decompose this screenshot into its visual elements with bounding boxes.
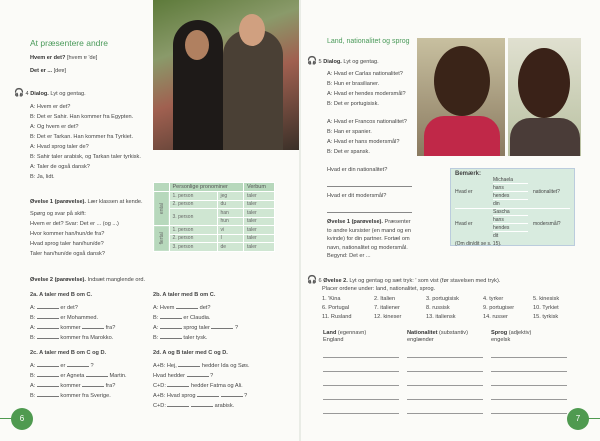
answer-line[interactable] bbox=[407, 371, 483, 372]
fill-line bbox=[153, 401, 250, 411]
word-item: 13. italiensk bbox=[426, 314, 456, 320]
column-title: Sprog bbox=[491, 330, 508, 336]
exercise-1 bbox=[30, 197, 143, 259]
table-cell: taler bbox=[243, 226, 274, 235]
line-text: A: bbox=[30, 305, 36, 311]
line-text: taler tysk. bbox=[183, 335, 208, 341]
question: Hvad er dit modersmål? bbox=[327, 193, 387, 199]
word-item: 2. Italien bbox=[374, 296, 396, 302]
fill-line bbox=[153, 313, 238, 323]
line-text: ? bbox=[234, 325, 239, 331]
intro-phrase: Hvem er det? bbox=[30, 55, 66, 61]
column-header bbox=[407, 330, 468, 344]
answer-line[interactable] bbox=[491, 371, 567, 372]
line-text: kommer bbox=[60, 383, 81, 389]
blank-field[interactable] bbox=[191, 401, 213, 407]
column-title: Nationalitet bbox=[407, 330, 438, 336]
pronoun-table bbox=[153, 182, 275, 252]
exercise-title: 2a. A taler med B om C. bbox=[30, 292, 93, 298]
table-cell: taler bbox=[243, 209, 274, 218]
instruction: Indsæt manglende ord. bbox=[85, 277, 146, 283]
note-end: modersmål? bbox=[533, 221, 561, 227]
dialog-line: A: Og hvem er det? bbox=[30, 124, 79, 130]
note-box bbox=[450, 168, 575, 246]
exercise-5 bbox=[307, 56, 412, 213]
page-number: 7 bbox=[567, 408, 589, 430]
fill-line bbox=[153, 371, 250, 381]
exercise-number: 5 bbox=[318, 59, 322, 65]
table-cell: du bbox=[217, 200, 243, 209]
column-header bbox=[323, 330, 366, 344]
blank-field[interactable] bbox=[67, 361, 89, 367]
table-row bbox=[154, 192, 275, 201]
dialog-line: Hvor kommer han/hun/de fra? bbox=[30, 231, 105, 237]
blank-field[interactable] bbox=[37, 381, 59, 387]
blank-field[interactable] bbox=[221, 391, 243, 397]
fill-line bbox=[153, 391, 250, 401]
column-example: England bbox=[323, 337, 344, 343]
table-cell: I bbox=[217, 234, 243, 243]
fill-line bbox=[30, 361, 127, 371]
exercise-label: Øvelse 1 (parøvelse). bbox=[327, 219, 383, 225]
exercise-title: 2b. A taler med B om C. bbox=[153, 292, 216, 298]
answer-line[interactable] bbox=[491, 413, 567, 414]
table-cell: jeg bbox=[217, 192, 243, 201]
dialog-line: B: Sahir taler arabisk, og Tarkan taler tyrkisk. bbox=[30, 154, 141, 160]
word-item: 14. russer bbox=[483, 314, 508, 320]
begin-text: Begynd: Det er ... bbox=[327, 253, 371, 259]
table-row bbox=[154, 209, 275, 218]
table-row bbox=[154, 200, 275, 209]
blank-field[interactable] bbox=[176, 303, 198, 309]
dialog-line: A: Hvad er hans modersmål? bbox=[327, 139, 400, 145]
exercise-2b bbox=[153, 290, 238, 343]
page-title: At præsentere andre bbox=[30, 38, 108, 48]
exercise-label: Dialog. bbox=[30, 91, 49, 97]
table-cell: de bbox=[217, 243, 243, 252]
note-option: hans bbox=[493, 185, 528, 192]
instruction: Lyt og gentag. bbox=[48, 91, 86, 97]
instruction: Lær klassen at kende. bbox=[85, 199, 143, 205]
instruction: Lyt og gentag og sæt tryk: ' som vist (før stavelsen med tryk). bbox=[347, 278, 501, 284]
fill-line bbox=[30, 323, 115, 333]
exercise-4 bbox=[14, 88, 141, 182]
line-text: A+B: Hvad sprog bbox=[153, 393, 196, 399]
table-cell: hun bbox=[217, 217, 243, 226]
column-header bbox=[491, 330, 531, 344]
table-cell: han bbox=[217, 209, 243, 218]
fill-line bbox=[153, 303, 238, 313]
column-title: Land bbox=[323, 330, 337, 336]
word-list bbox=[322, 295, 582, 322]
line-text: C+D: bbox=[153, 403, 166, 409]
word-item: 6. Portugal bbox=[322, 305, 350, 311]
group-label: ental bbox=[154, 192, 170, 226]
table-cell: 2. person bbox=[169, 234, 217, 243]
line-text: er Claudia. bbox=[183, 315, 211, 321]
note-title: Bemærk: bbox=[455, 171, 482, 177]
line-text: ? bbox=[90, 363, 94, 369]
right-page bbox=[301, 0, 600, 441]
dialog-line: B: Det er portugisisk. bbox=[327, 101, 379, 107]
blank-field[interactable] bbox=[82, 381, 104, 387]
note-end: nationalitet? bbox=[533, 189, 560, 195]
instruction: Placer ordene under: land, nationalitet, sprog. bbox=[322, 286, 436, 292]
dialog-line: A: Hvad er hendes modersmål? bbox=[327, 91, 406, 97]
line-text: A: bbox=[30, 383, 36, 389]
exercise-label: Øvelse 2 (parøvelse). bbox=[30, 277, 86, 283]
headphones-icon[interactable]: 🎧 bbox=[307, 275, 317, 284]
exercise-6 bbox=[307, 275, 500, 293]
blank-field[interactable] bbox=[211, 323, 233, 329]
answer-line[interactable] bbox=[491, 385, 567, 386]
table-row bbox=[154, 243, 275, 252]
answer-line[interactable] bbox=[407, 357, 483, 358]
headphones-icon[interactable]: 🎧 bbox=[14, 88, 24, 97]
blank-field[interactable] bbox=[197, 391, 219, 397]
line-text: ? bbox=[244, 393, 248, 399]
photo-man bbox=[508, 38, 581, 156]
table-cell: vi bbox=[217, 226, 243, 235]
line-text: er det? bbox=[60, 305, 78, 311]
exercise-label: Øvelse 1 (parøvelse). bbox=[30, 199, 86, 205]
blank-field[interactable] bbox=[86, 371, 108, 377]
word-item: 4. tyrker bbox=[483, 296, 504, 302]
exercise-number: 6 bbox=[318, 278, 322, 284]
answer-line[interactable] bbox=[327, 175, 412, 187]
dialog-line: B: Det er spansk. bbox=[327, 149, 370, 155]
fill-line bbox=[30, 313, 115, 323]
table-row bbox=[154, 226, 275, 235]
blank-field[interactable] bbox=[167, 401, 189, 407]
note-option: hans bbox=[493, 217, 528, 224]
line-text: hedder Ida og Søs. bbox=[201, 363, 250, 369]
note-option: Michaela bbox=[493, 177, 528, 184]
dialog-line: B: Det er Sahir. Han kommer fra Egypten. bbox=[30, 114, 134, 120]
table-cell: taler bbox=[243, 217, 274, 226]
table-cell: 3. person bbox=[169, 243, 217, 252]
page-number: 6 bbox=[11, 408, 33, 430]
line-text: B: bbox=[153, 335, 159, 341]
dialog-line: Taler han/hun/de også dansk? bbox=[30, 251, 105, 257]
dialog-line: A: Hvad er Carlas nationalitet? bbox=[327, 71, 403, 77]
dialog-line: Spørg og svar på skift: bbox=[30, 211, 86, 217]
question: Hvad er din nationalitet? bbox=[327, 167, 388, 173]
table-header: Verbum bbox=[243, 183, 274, 192]
answer-line[interactable] bbox=[491, 399, 567, 400]
answer-line[interactable] bbox=[323, 413, 399, 414]
exercise-number: 4 bbox=[25, 91, 29, 97]
line-text: kommer fra Sverige. bbox=[60, 393, 111, 399]
column-example: engelsk bbox=[491, 337, 511, 343]
answer-line[interactable] bbox=[323, 357, 399, 358]
word-item: 1. 'Kina bbox=[322, 296, 341, 302]
line-text: A+B: Hej, bbox=[153, 363, 177, 369]
blank-field[interactable] bbox=[37, 361, 59, 367]
answer-line[interactable] bbox=[491, 357, 567, 358]
word-item: 3. portugisisk bbox=[426, 296, 459, 302]
table-cell: taler bbox=[243, 234, 274, 243]
fill-line bbox=[153, 323, 238, 333]
fill-line bbox=[30, 381, 127, 391]
group-label: flertal bbox=[154, 226, 170, 252]
blank-field[interactable] bbox=[37, 303, 59, 309]
instruction: Lyt og gentag. bbox=[341, 59, 379, 65]
line-text: C+D: bbox=[153, 383, 166, 389]
line-text: er Agneta bbox=[60, 373, 85, 379]
blank-field[interactable] bbox=[37, 333, 59, 339]
line-text: arabisk. bbox=[214, 403, 235, 409]
line-text: ? bbox=[210, 373, 214, 379]
intro-phrase: Det er ... bbox=[30, 68, 53, 74]
exercise-title: 2d. A og B taler med C og D. bbox=[153, 350, 228, 356]
dialog-line: Hvad sprog taler han/hun/de? bbox=[30, 241, 104, 247]
note-option: hendes bbox=[493, 225, 528, 232]
note-question: Hvad er bbox=[455, 221, 473, 227]
exercise-title: 2c. A taler med B om C og D. bbox=[30, 350, 107, 356]
note-option: din bbox=[493, 201, 500, 207]
column-subtitle: (adjektiv) bbox=[507, 330, 532, 336]
blank-field[interactable] bbox=[37, 323, 59, 329]
line-text: Martin. bbox=[109, 373, 127, 379]
blank-field[interactable] bbox=[178, 361, 200, 367]
line-text: fra? bbox=[105, 325, 116, 331]
column-subtitle: (egennavn) bbox=[336, 330, 367, 336]
word-item: 5. kinesisk bbox=[533, 296, 560, 302]
page-title: Land, nationalitet og sprog bbox=[327, 38, 410, 45]
exercise-label: Øvelse 2. bbox=[323, 278, 348, 284]
table-header: Personlige pronominer bbox=[169, 183, 243, 192]
left-page bbox=[0, 0, 299, 441]
headphones-icon[interactable]: 🎧 bbox=[307, 56, 317, 65]
line-text: Hvad hedder bbox=[153, 373, 186, 379]
blank-field[interactable] bbox=[187, 371, 209, 377]
answer-line[interactable] bbox=[323, 399, 399, 400]
dialog-line: Hvem er det? Svar: Det er ... (og ...) bbox=[30, 221, 119, 227]
table-cell: taler bbox=[243, 200, 274, 209]
answer-line[interactable] bbox=[407, 385, 483, 386]
fill-line bbox=[153, 361, 250, 371]
fill-line bbox=[30, 371, 127, 381]
blank-field[interactable] bbox=[37, 371, 59, 377]
pronunciation: [hvem ɐ 'de] bbox=[65, 55, 98, 61]
word-item: 11. Rusland bbox=[322, 314, 352, 320]
exercise-1-right bbox=[327, 218, 412, 261]
blank-field[interactable] bbox=[37, 313, 59, 319]
table-cell: 2. person bbox=[169, 200, 217, 209]
dialog-line: B: Det er Tarkan. Han kommer fra Tyrkiet. bbox=[30, 134, 133, 140]
table-cell: 1. person bbox=[169, 226, 217, 235]
word-item: 12. kineser bbox=[374, 314, 402, 320]
answer-line[interactable] bbox=[407, 399, 483, 400]
table-cell: taler bbox=[243, 243, 274, 252]
line-text: kommer fra Marokko. bbox=[60, 335, 114, 341]
word-item: 15. tyrkisk bbox=[533, 314, 559, 320]
line-text: A: Hvem bbox=[153, 305, 175, 311]
table-cell: taler bbox=[243, 192, 274, 201]
note-option: Sascha bbox=[493, 209, 528, 216]
line-text: A: bbox=[30, 363, 36, 369]
exercise-2a bbox=[30, 290, 115, 343]
blank-field[interactable] bbox=[167, 381, 189, 387]
word-item: 8. russisk bbox=[426, 305, 450, 311]
word-item: 7. italiener bbox=[374, 305, 400, 311]
line-text: fra? bbox=[105, 383, 116, 389]
photo-two-people bbox=[153, 0, 299, 150]
line-text: er Mohammed. bbox=[60, 315, 99, 321]
answer-line[interactable] bbox=[323, 385, 399, 386]
exercise-2d bbox=[153, 348, 250, 411]
line-text: kommer bbox=[60, 325, 81, 331]
table-cell: 1. person bbox=[169, 192, 217, 201]
dialog-line: B: Han er spanier. bbox=[327, 129, 372, 135]
dialog-line: A: Hvad er Francos nationalitet? bbox=[327, 119, 407, 125]
dialog-line: A: Hvem er det? bbox=[30, 104, 71, 110]
note-reference: (Om din/dit se s. 15). bbox=[455, 241, 502, 247]
blank-field[interactable] bbox=[160, 333, 182, 339]
blank-field[interactable] bbox=[160, 323, 182, 329]
line-text: B: bbox=[30, 315, 36, 321]
dialog-line: A: Taler de også dansk? bbox=[30, 164, 90, 170]
note-option: dit bbox=[493, 233, 499, 239]
blank-field[interactable] bbox=[160, 313, 182, 319]
line-text: B: bbox=[30, 373, 36, 379]
line-text: er bbox=[60, 363, 66, 369]
line-text: B: bbox=[30, 393, 36, 399]
fill-line bbox=[30, 333, 115, 343]
pronunciation: [deɐ] bbox=[52, 68, 67, 74]
instruction: Præsenter to andre kursister (en mand og en kvinde) for din partner. Fortæl om navn, nationalitet og modersmål. bbox=[327, 219, 411, 251]
line-text: det? bbox=[199, 305, 211, 311]
table-row bbox=[154, 234, 275, 243]
answer-line[interactable] bbox=[323, 371, 399, 372]
dialog-line: B: Ja, lidt. bbox=[30, 174, 55, 180]
line-text: A: bbox=[153, 325, 159, 331]
note-question: Hvad er bbox=[455, 189, 473, 195]
column-subtitle: (substantiv) bbox=[437, 330, 468, 336]
photo-woman bbox=[417, 38, 505, 156]
fill-line bbox=[30, 391, 127, 401]
table-cell: 3. person bbox=[169, 209, 217, 226]
blank-field[interactable] bbox=[82, 323, 104, 329]
blank-field[interactable] bbox=[37, 391, 59, 397]
dialog-line: A: Hvad sprog taler de? bbox=[30, 144, 89, 150]
line-text: A: bbox=[30, 325, 36, 331]
note-option: hendes bbox=[493, 193, 528, 200]
exercise-label: Dialog. bbox=[323, 59, 342, 65]
fill-line bbox=[153, 333, 238, 343]
line-text: hedder Fatma og Ali. bbox=[191, 383, 243, 389]
exercise-2-heading bbox=[30, 275, 145, 285]
exercise-2c bbox=[30, 348, 127, 401]
line-text: B: bbox=[30, 335, 36, 341]
answer-line[interactable] bbox=[327, 201, 412, 213]
dialog-line: B: Hun er brasilianer. bbox=[327, 81, 380, 87]
word-item: 10. Tyrkiet bbox=[533, 305, 559, 311]
word-item: 9. portugiser bbox=[483, 305, 515, 311]
fill-line bbox=[153, 381, 250, 391]
fill-line bbox=[30, 303, 115, 313]
answer-line[interactable] bbox=[407, 413, 483, 414]
line-text: B: bbox=[153, 315, 159, 321]
line-text: sprog taler bbox=[183, 325, 210, 331]
column-example: englænder bbox=[407, 337, 434, 343]
